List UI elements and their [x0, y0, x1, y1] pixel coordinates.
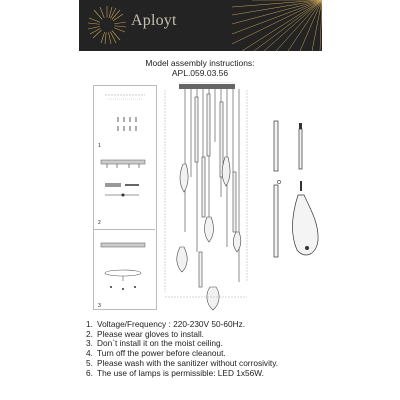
sunburst-logo-icon	[87, 5, 127, 45]
step-number: 1	[98, 143, 101, 149]
list-item: 5. Please wash with the sanitizer without corrosivity.	[86, 357, 279, 368]
list-item: 3. Don`t install it on the moist ceiling.	[86, 338, 223, 349]
mounting-screws-drawing	[112, 115, 142, 135]
title-line: Model assembly instructions:	[145, 58, 255, 68]
pendant-parts-drawing	[265, 118, 325, 268]
step-number: 2	[98, 220, 101, 226]
list-item: 6. The use of lamps is permissible: LED 1x56W.	[86, 367, 264, 378]
canopy-attach-drawing	[95, 153, 155, 228]
canopy-cover-drawing	[95, 231, 155, 306]
panel-divider	[94, 229, 155, 230]
step-number: 3	[98, 303, 101, 309]
model-code: APL.059.03.56	[171, 68, 229, 78]
brand-name: Aployt	[131, 12, 177, 29]
safety-instructions-list	[86, 320, 386, 378]
pendant-lamp-drawing	[155, 82, 255, 312]
list-item: 1. Voltage/Frequency : 220-230V 50-60Hz.	[86, 319, 246, 329]
brand-header	[79, 0, 322, 51]
list-item: 4. Turn off the power before cleanout.	[86, 348, 226, 359]
light-rays-icon	[232, 0, 322, 51]
list-item: 2. Please wear gloves to install.	[86, 328, 204, 339]
